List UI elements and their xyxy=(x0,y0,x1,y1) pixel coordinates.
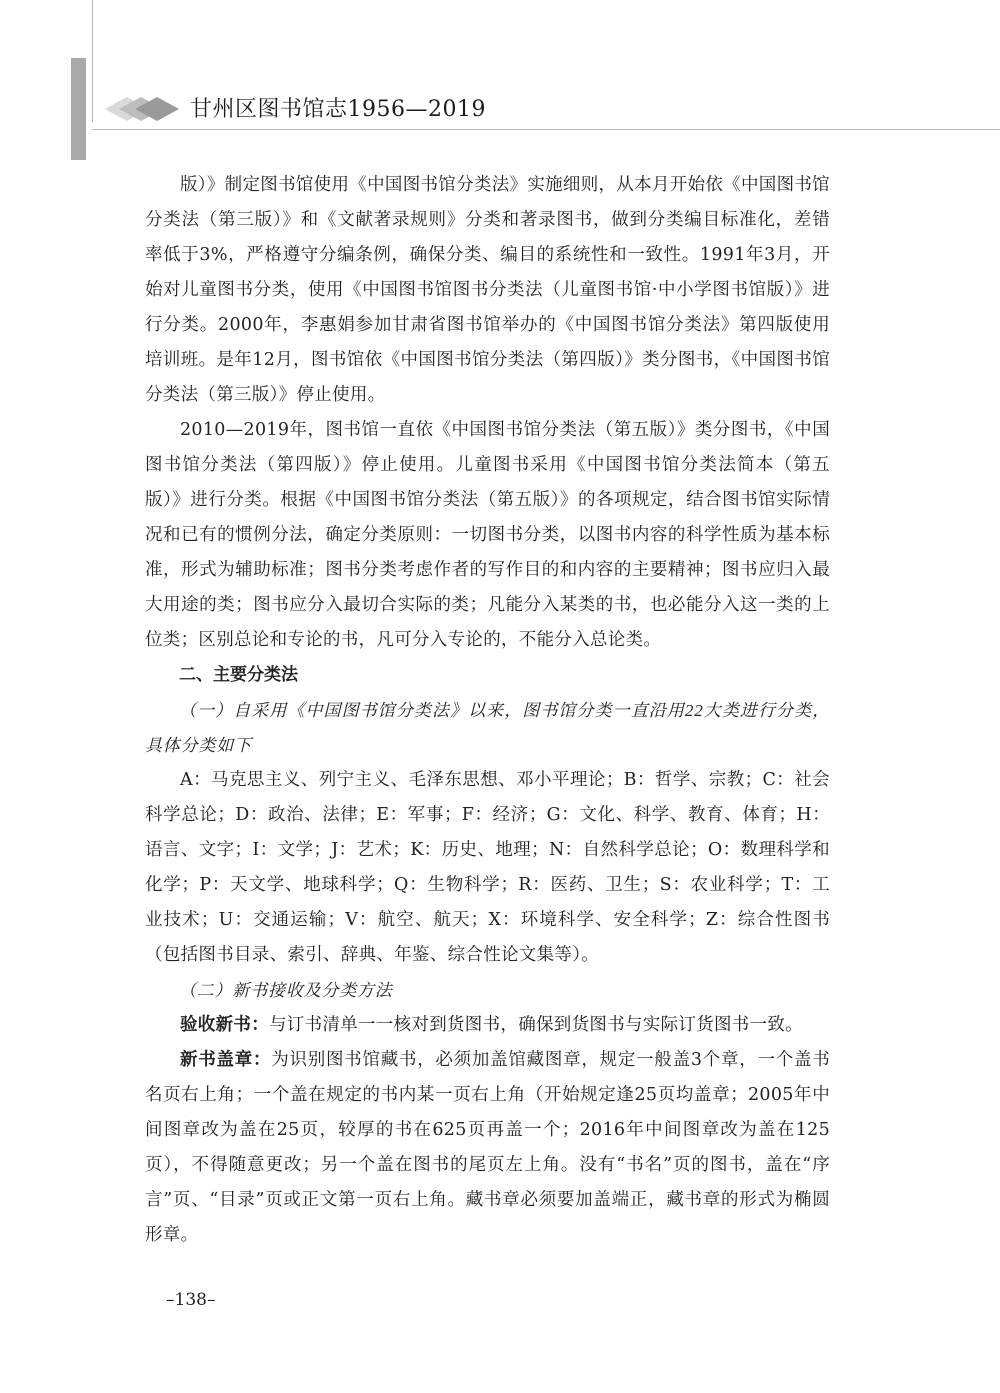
running-header-title: 甘州区图书馆志1956—2019 xyxy=(190,97,486,122)
paragraph-classification-history: 版）》制定图书馆使用《中国图书馆分类法》实施细则，从本月开始依《中国图书馆分类法（第三版）》和《文献著录规则》分类和著录图书，做到分类编目标准化，差错率低于3%，严格遵守分编条例，确保分类、编目的系统性和一致性。1991年3月，开始对儿童图书分类，使用《中国图书馆图书分类法（儿童图书馆·中小学图书馆版）》进行分类。2000年，李惠娟参加甘肃省图书馆举办的《中国图书馆分类法》第四版使用培训班。是年12月，图书馆依《中国图书馆分类法（第四版）》类分图书，《中国图书馆分类法（第三版）》停止使用。 xyxy=(145,175,830,405)
subsection-heading-1: （一）自采用《中国图书馆分类法》以来，图书馆分类一直沿用22大类进行分类，具体分类如下 xyxy=(145,701,830,755)
text-stamping: 为识别图书馆藏书，必须加盖馆藏图章，规定一般盖3个章，一个盖书名页右上角；一个盖在规定的书内某一页右上角（开始规定逢25页均盖章；2005年中间图章改为盖在25页，较厚的书在625页再盖一个；2016年中间图章改为盖在125页），不得随意更改；另一个盖在图书的尾页左上角。没有“书名”页的图书，盖在“序言”页、“目录”页或正文第一页右上角。藏书章必须要加盖端正，藏书章的形式为椭圆形章。 xyxy=(145,1050,831,1245)
diamond-ornament-icon xyxy=(105,96,185,122)
gray-side-bar xyxy=(71,58,86,160)
section-heading: 二、主要分类法 xyxy=(179,665,298,685)
margin-vertical-rule xyxy=(92,0,93,122)
paragraph-2010-2019: 2010—2019年，图书馆一直依《中国图书馆分类法（第五版）》类分图书，《中国图书馆分类法（第四版）》停止使用。儿童图书采用《中国图书馆分类法简本（第五版）》进行分类。根据《中国图书馆分类法（第五版）》的各项规定，结合图书馆实际情况和已有的惯例分法，确定分类原则：一切图书分类，以图书内容的科学性质为基本标准，形式为辅助标准；图书分类考虑作者的写作目的和内容的主要精神；图书应归入最大用途的类；图书应分入最切合实际的类；凡能分入某类的书，也必能分入这一类的上位类；区别总论和专论的书，凡可分入专论的，不能分入总论类。 xyxy=(145,420,830,650)
paragraph-22-categories: A：马克思主义、列宁主义、毛泽东思想、邓小平理论；B：哲学、宗教；C：社会科学总论；D：政治、法律；E：军事；F：经济；G：文化、科学、教育、体育；H：语言、文字；I：文学；J：艺术；K：历史、地理；N：自然科学总论；O：数理科学和化学；P：天文学、地球科学；Q：生物科学；R：医药、卫生；S：农业科学；T：工业技术；U：交通运输；V：航空、航天；X：环境科学、安全科学；Z：综合性图书（包括图书目录、索引、辞典、年鉴、综合性论文集等）。 xyxy=(145,770,830,965)
subsection-heading-2: （二）新书接收及分类方法 xyxy=(179,981,393,1000)
main-text xyxy=(145,168,830,1253)
page-number: –138– xyxy=(166,1290,216,1310)
term-stamping: 新书盖章： xyxy=(180,1050,272,1070)
header-rule xyxy=(92,129,1000,130)
term-accept-new-books: 验收新书： xyxy=(180,1015,269,1035)
text-accept-new-books: 与订书清单一一核对到货图书，确保到货图书与实际订货图书一致。 xyxy=(269,1015,803,1035)
paragraph-accept-new-books xyxy=(145,1008,830,1043)
paragraph-stamping xyxy=(145,1043,830,1253)
